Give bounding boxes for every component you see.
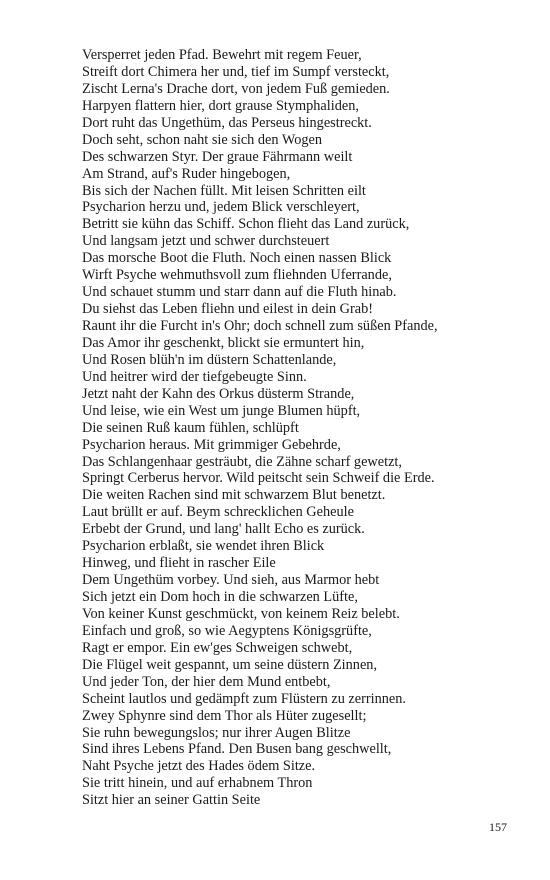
poem-line: Das morsche Boot die Fluth. Noch einen nassen Blick xyxy=(82,250,392,267)
poem-line: Das Amor ihr geschenkt, blickt sie ermuntert hin, xyxy=(82,334,365,351)
poem-line: Und jeder Ton, der hier dem Mund entbebt, xyxy=(82,673,331,690)
poem-line: Sind ihres Lebens Pfand. Den Busen bang geschwellt, xyxy=(82,741,392,758)
poem-line: Hinweg, und flieht in rascher Eile xyxy=(82,555,276,572)
poem-line: Und Rosen blüh'n im düstern Schattenlande, xyxy=(82,351,337,368)
poem-line: Dort ruht das Ungethüm, das Perseus hingestreckt. xyxy=(82,114,372,131)
poem-line: Versperret jeden Pfad. Bewehrt mit regem Feuer, xyxy=(82,47,362,63)
poem-line: Bis sich der Nachen füllt. Mit leisen Schritten eilt xyxy=(82,182,366,199)
poem-text xyxy=(82,47,522,809)
poem-line: Psycharion erblaßt, sie wendet ihren Blick xyxy=(82,538,325,555)
poem-line: Raunt ihr die Furcht in's Ohr; doch schnell zum süßen Pfande, xyxy=(82,318,438,334)
poem-line: Zischt Lerna's Drache dort, von jedem Fuß gemieden. xyxy=(82,80,390,97)
poem-line: Laut brüllt er auf. Beym schrecklichen Geheule xyxy=(82,504,354,521)
poem-line: Die seinen Ruß kaum fühlen, schlüpft xyxy=(82,419,299,436)
poem-line: Und schauet stumm und starr dann auf die Fluth hinab. xyxy=(82,284,397,301)
poem-line: Sitzt hier an seiner Gattin Seite xyxy=(82,792,261,809)
poem-line: Erbebt der Grund, und lang' hallt Echo es zurück. xyxy=(82,521,365,538)
poem-line: Doch seht, schon naht sie sich den Wogen xyxy=(82,131,322,148)
poem-line: Sie tritt hinein, und auf erhabnem Thron xyxy=(82,775,313,792)
page-number: 157 xyxy=(489,820,507,834)
poem-line: Des schwarzen Styr. Der graue Fährmann weilt xyxy=(82,148,353,165)
poem-line: Von keiner Kunst geschmückt, von keinem Reiz belebt. xyxy=(82,605,400,622)
poem-line: Ragt er empor. Ein ew'ges Schweigen schwebt, xyxy=(82,639,353,656)
poem-line: Scheint lautlos und gedämpft zum Flüstern zu zerrinnen. xyxy=(82,690,406,707)
poem-line: Und heitrer wird der tiefgebeugte Sinn. xyxy=(82,368,307,385)
poem-line: Das Schlangenhaar gesträubt, die Zähne scharf gewetzt, xyxy=(82,453,402,470)
poem-line: Streift dort Chimera her und, tief im Sumpf versteckt, xyxy=(82,63,390,80)
poem-line: Betritt sie kühn das Schiff. Schon flieht das Land zurück, xyxy=(82,216,410,233)
poem-line: Die weiten Rachen sind mit schwarzem Blut benetzt. xyxy=(82,487,386,504)
poem-line: Du siehst das Leben fliehn und eilest in dein Grab! xyxy=(82,301,374,318)
poem-line: Jetzt naht der Kahn des Orkus düsterm Strande, xyxy=(82,385,355,402)
poem-line: Harpyen flattern hier, dort grause Stymphaliden, xyxy=(82,97,359,114)
poem-line: Psycharion heraus. Mit grimmiger Gebehrde, xyxy=(82,436,341,453)
poem-line: Am Strand, auf's Ruder hingebogen, xyxy=(82,165,291,182)
poem-line: Und leise, wie ein West um junge Blumen hüpft, xyxy=(82,402,361,419)
poem-line: Zwey Sphynre sind dem Thor als Hüter zugesellt; xyxy=(82,707,367,724)
poem-line: Die Flügel weit gespannt, um seine düstern Zinnen, xyxy=(82,656,378,673)
poem-line: Wirft Psyche wehmuthsvoll zum fliehnden Uferrande, xyxy=(82,267,392,284)
poem-line: Dem Ungethüm vorbey. Und sieh, aus Marmor hebt xyxy=(82,572,380,589)
poem-line: Einfach und groß, so wie Aegyptens Königsgrüfte, xyxy=(82,622,372,639)
poem-line: Und langsam jetzt und schwer durchsteuert xyxy=(82,233,330,250)
poem-line: Psycharion herzu und, jedem Blick verschleyert, xyxy=(82,199,360,216)
poem-line: Naht Psyche jetzt des Hades ödem Sitze. xyxy=(82,758,316,775)
poem-line: Springt Cerberus hervor. Wild peitscht sein Schweif die Erde. xyxy=(82,470,435,487)
poem-line: Sie ruhn bewegungslos; nur ihrer Augen Blitze xyxy=(82,724,351,741)
poem-line: Sich jetzt ein Dom hoch in die schwarzen Lüfte, xyxy=(82,589,358,605)
